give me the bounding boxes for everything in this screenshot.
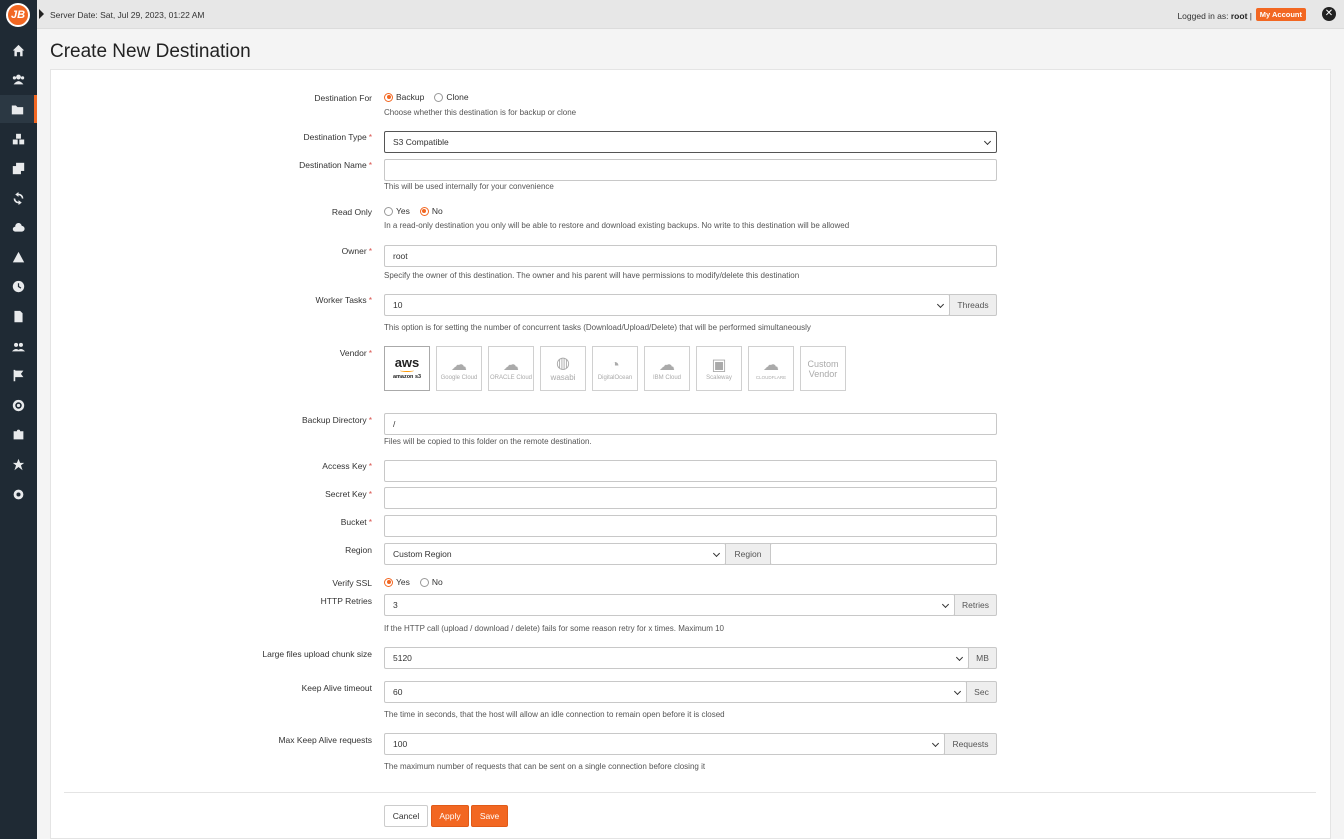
region-label: Region <box>345 545 372 555</box>
chunk-size-label: Large files upload chunk size <box>262 649 372 659</box>
gear-icon[interactable] <box>0 480 37 508</box>
fingerprint-icon[interactable] <box>0 391 37 419</box>
radio-verify-ssl-no[interactable]: No <box>420 577 443 587</box>
close-icon[interactable]: ✕ <box>1322 7 1336 21</box>
keep-alive-timeout-select[interactable]: 60 <box>384 681 967 703</box>
owner-input[interactable]: root <box>384 245 997 267</box>
destination-type-select[interactable]: S3 Compatible <box>384 131 997 153</box>
caret-right-icon[interactable] <box>39 9 44 19</box>
radio-read-only-yes-circle[interactable] <box>384 207 393 216</box>
region-addon: Region <box>725 543 771 565</box>
aws-smile-icon <box>400 369 414 372</box>
vendor-cloudflare[interactable]: ☁ CLOUDFLARE <box>748 346 794 391</box>
logged-in-user: root <box>1230 11 1248 21</box>
threads-addon: Threads <box>949 294 997 316</box>
max-keep-alive-select[interactable]: 100 <box>384 733 945 755</box>
read-only-label: Read Only <box>331 207 372 217</box>
radio-read-only-no-circle[interactable] <box>420 207 429 216</box>
radio-read-only-no[interactable]: No <box>420 206 443 216</box>
divider <box>64 792 1316 793</box>
vendor-google-cloud[interactable]: ☁ Google Cloud <box>436 346 482 391</box>
verify-ssl-radios <box>384 577 447 587</box>
user-group-icon[interactable] <box>0 332 37 360</box>
my-account-button[interactable]: My Account <box>1256 8 1306 21</box>
jetbackup-logo[interactable]: JB <box>6 3 30 27</box>
sidebar <box>0 0 37 839</box>
vendor-scaleway[interactable]: ▣ Scaleway <box>696 346 742 391</box>
sec-addon: Sec <box>966 681 997 703</box>
server-date: Server Date: Sat, Jul 29, 2023, 01:22 AM <box>50 10 205 20</box>
cubes-icon[interactable] <box>0 125 37 153</box>
vendor-aws[interactable]: aws amazon s3 <box>384 346 430 391</box>
read-only-help: In a read-only destination you only will be able to restore and download existing backups. No write to this destination will be allowed <box>384 221 850 230</box>
file-icon[interactable] <box>0 302 37 330</box>
vendor-oracle-cloud[interactable]: ☁ ORACLE Cloud <box>488 346 534 391</box>
vendor-wasabi[interactable]: ◍ wasabi <box>540 346 586 391</box>
page-title: Create New Destination <box>50 41 251 62</box>
access-key-input[interactable] <box>384 460 997 482</box>
verify-ssl-label: Verify SSL <box>332 578 372 588</box>
custom-region-input[interactable] <box>770 543 997 565</box>
vendor-ibm-cloud[interactable]: ☁ IBM Cloud <box>644 346 690 391</box>
access-key-label: Access Key * <box>322 461 372 471</box>
vendor-custom[interactable]: Custom Vendor <box>800 346 846 391</box>
worker-tasks-help: This option is for setting the number of concurrent tasks (Download/Upload/Delete) that will be performed simultaneously <box>384 323 811 332</box>
backup-directory-input[interactable]: / <box>384 413 997 435</box>
bucket-label: Bucket * <box>340 517 372 527</box>
keep-alive-timeout-help: The time in seconds, that the host will allow an idle connection to remain open before it is closed <box>384 710 725 719</box>
home-icon[interactable] <box>0 36 37 64</box>
radio-clone-circle[interactable] <box>434 93 443 102</box>
top-bar <box>37 0 1344 29</box>
http-retries-help: If the HTTP call (upload / download / delete) fails for some reason retry for x times. Maximum 10 <box>384 624 724 633</box>
folder-icon[interactable] <box>0 95 37 123</box>
owner-help: Specify the owner of this destination. The owner and his parent will have permissions to modify/delete this destination <box>384 271 800 280</box>
backup-directory-help: Files will be copied to this folder on the remote destination. <box>384 437 592 446</box>
secret-key-input[interactable] <box>384 487 997 509</box>
oracle-cloud-icon: ☁ <box>503 356 519 374</box>
users-icon[interactable] <box>0 65 37 93</box>
warning-icon[interactable] <box>0 243 37 271</box>
read-only-radios <box>384 206 447 216</box>
secret-key-label: Secret Key * <box>325 489 372 499</box>
destination-name-help: This will be used internally for your convenience <box>384 182 554 191</box>
vendor-digitalocean[interactable]: ◔ DigitalOcean <box>592 346 638 391</box>
apply-button[interactable]: Apply <box>431 805 469 827</box>
clock-icon[interactable] <box>0 272 37 300</box>
radio-verify-ssl-no-circle[interactable] <box>420 578 429 587</box>
cancel-button[interactable]: Cancel <box>384 805 428 827</box>
cloudflare-icon: ☁ <box>763 357 779 374</box>
sync-icon[interactable] <box>0 184 37 212</box>
radio-verify-ssl-yes[interactable]: Yes <box>384 577 410 587</box>
requests-addon: Requests <box>944 733 997 755</box>
radio-read-only-yes[interactable]: Yes <box>384 206 410 216</box>
wasabi-icon: ◍ <box>556 355 570 372</box>
keep-alive-timeout-label: Keep Alive timeout <box>301 683 372 693</box>
cloud-download-icon[interactable] <box>0 213 37 241</box>
scaleway-icon: ▣ <box>711 356 727 374</box>
max-keep-alive-label: Max Keep Alive requests <box>278 735 372 745</box>
region-select[interactable]: Custom Region <box>384 543 726 565</box>
digitalocean-icon: ◔ <box>610 356 620 374</box>
google-cloud-icon: ☁ <box>451 356 467 374</box>
bucket-input[interactable] <box>384 515 997 537</box>
mb-addon: MB <box>968 647 997 669</box>
owner-label: Owner * <box>341 246 372 256</box>
destination-for-label: Destination For <box>314 93 372 103</box>
logged-in-info <box>1177 11 1252 21</box>
radio-verify-ssl-yes-circle[interactable] <box>384 578 393 587</box>
save-button[interactable]: Save <box>471 805 508 827</box>
http-retries-select[interactable]: 3 <box>384 594 955 616</box>
puzzle-icon[interactable] <box>0 420 37 448</box>
destination-type-label: Destination Type * <box>303 132 372 142</box>
worker-tasks-label: Worker Tasks * <box>315 295 372 305</box>
destination-name-label: Destination Name * <box>299 160 372 170</box>
logged-in-prefix: Logged in as: <box>1177 11 1229 21</box>
flag-icon[interactable] <box>0 361 37 389</box>
worker-tasks-select[interactable]: 10 <box>384 294 950 316</box>
retries-addon: Retries <box>954 594 997 616</box>
vendor-list <box>384 346 846 391</box>
radio-backup[interactable]: Backup <box>384 92 424 102</box>
max-keep-alive-help: The maximum number of requests that can be sent on a single connection before closing it <box>384 762 706 771</box>
form-panel <box>50 69 1331 839</box>
radio-backup-circle[interactable] <box>384 93 393 102</box>
star-icon[interactable] <box>0 450 37 478</box>
ibm-cloud-icon: ☁ <box>659 356 675 374</box>
chunk-size-select[interactable]: 5120 <box>384 647 969 669</box>
backup-directory-label: Backup Directory * <box>301 415 372 425</box>
destination-for-radios <box>384 92 473 102</box>
copy-icon[interactable] <box>0 154 37 182</box>
separator: | <box>1249 11 1252 21</box>
destination-name-input[interactable] <box>384 159 997 181</box>
http-retries-label: HTTP Retries <box>320 596 372 606</box>
radio-clone[interactable]: Clone <box>434 92 468 102</box>
destination-for-help: Choose whether this destination is for backup or clone <box>384 108 577 117</box>
vendor-label: Vendor * <box>339 348 372 358</box>
